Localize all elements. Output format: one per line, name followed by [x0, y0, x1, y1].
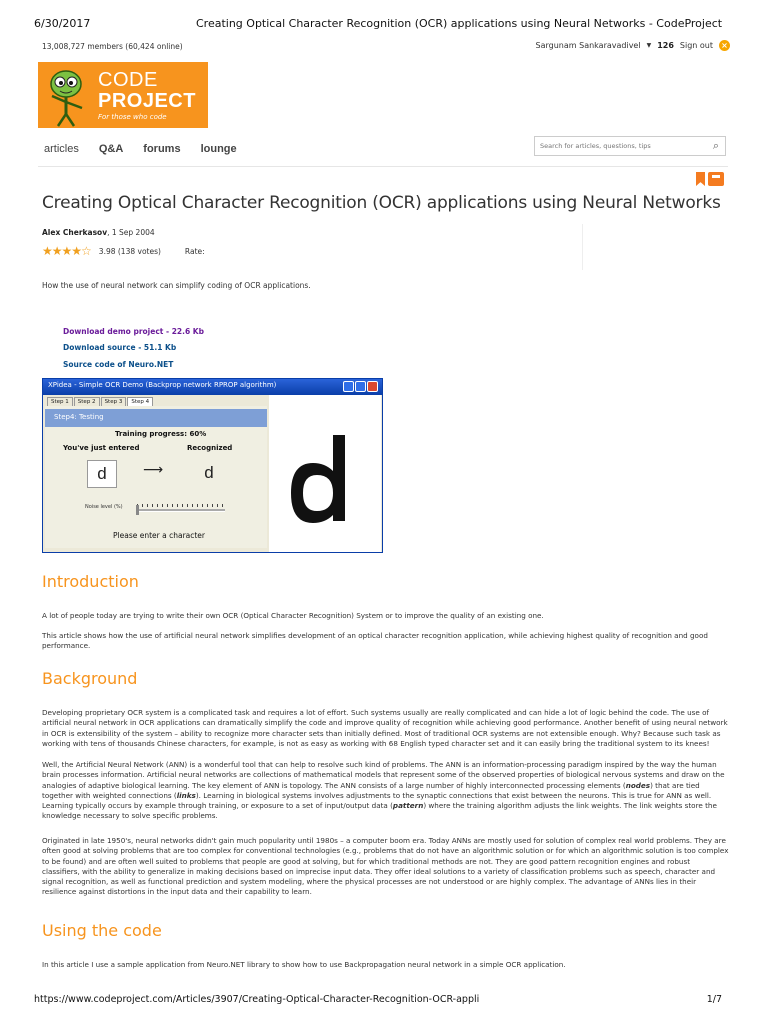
recognized-label: Recognized — [187, 444, 233, 452]
codeproject-logo[interactable] — [38, 62, 208, 128]
term-pattern: pattern — [392, 801, 424, 811]
tab-step-1: Step 1 — [47, 397, 73, 406]
print-page-number: 1/7 — [706, 994, 722, 1005]
rating-stars: ★★★★☆ — [42, 244, 91, 258]
logo-text-project: PROJECT — [98, 90, 196, 112]
term-links: links — [176, 790, 196, 800]
nav-qa[interactable]: Q&A — [98, 143, 124, 155]
minimize-icon — [343, 381, 354, 392]
arrow-right-icon: ⟶ — [143, 462, 164, 478]
input-prompt: Please enter a character — [113, 531, 206, 540]
drawing-canvas — [269, 395, 381, 552]
article-title: Creating Optical Character Recognition (OCR) applications using Neural Networks — [42, 193, 721, 213]
sign-out-link[interactable]: Sign out — [679, 41, 713, 50]
window-title: XPidea - Simple OCR Demo (Backprop network RPROP algorithm) — [48, 381, 277, 389]
step-title: Step4: Testing — [54, 413, 104, 421]
download-demo-link[interactable]: Download demo project - 22.6 Kb — [63, 327, 204, 336]
rate-label[interactable]: Rate: — [184, 246, 205, 256]
entered-label: You've just entered — [63, 444, 140, 452]
tab-step-3: Step 3 — [101, 397, 127, 406]
main-nav — [44, 143, 237, 155]
print-footer-url: https://www.codeproject.com/Articles/3907/Creating-Optical-Character-Recognition-OCR-appli — [34, 994, 480, 1005]
recognized-character: d — [204, 463, 214, 482]
bookmark-icon[interactable] — [696, 172, 705, 186]
background-paragraph-2 — [42, 760, 730, 822]
article-byline — [42, 228, 155, 237]
neuro-net-source-link[interactable]: Source code of Neuro.NET — [63, 360, 174, 369]
header-divider — [38, 166, 728, 167]
sign-out-icon[interactable]: × — [719, 40, 730, 51]
noise-label: Noise level (%) — [85, 504, 123, 510]
search-input[interactable] — [535, 141, 707, 151]
background-paragraph-1: Developing proprietary OCR system is a complicated task and requires a lot of effort. Such systems usually are really complicated and can hide a lot of logic behind the code. The use of artificial neural network in OCR applications can dramatically simplify the code and improve quality of recognition while achieving good performance. Another benefit of using neural network in OCR is extensibility of the system – ability to recognize more character sets than initially defined. Most of traditional OCR systems are not extensible enough. Why? Because such task as working with tens of thousands Chinese characters, for example, is not as easy as working with 68 English typed character set and it can easily bring the traditional system to its knees! — [42, 708, 728, 748]
download-source-link[interactable]: Download source - 51.1 Kb — [63, 343, 177, 352]
print-date: 6/30/2017 — [34, 17, 91, 30]
maximize-icon — [355, 381, 366, 392]
using-code-paragraph: In this article I use a sample application from Neuro.NET library to show how to use Backpropagation neural network in a simple OCR application. — [42, 960, 566, 969]
testing-panel — [45, 406, 267, 548]
background-paragraph-3: Originated in late 1950's, neural networks didn't gain much popularity until 1980s – a computer boom era. Today ANNs are mostly used for solution of complex real world problems. They are often good at solving problems that are too complex for conventional technologies (e.g., problems that do not have an algorithmic solution or for which an algorithmic solution is too complex to be found) and are often well suited to problems that people are good at solving, but for which traditional methods are not. They are good pattern recognition engines and robust classifiers, with the ability to generalize in making decisions based on imprecise input data. They offer ideal solutions to a variety of classification problems such as speech, character and signal recognition, as well as functional prediction and system modeling, where the physical processes are not understood or are highly complex. The advantage of ANNs lies in their resilience against distortions in the input data and their capability to learn. — [42, 836, 729, 897]
slider-ticks — [137, 504, 225, 507]
demo-screenshot — [42, 378, 383, 553]
training-progress: Training progress: 60% — [115, 430, 207, 438]
chevron-down-icon[interactable]: ▼ — [646, 42, 652, 49]
step-header — [45, 409, 267, 427]
heading-introduction: Introduction — [42, 572, 139, 591]
rating-divider — [582, 224, 583, 270]
search-box — [534, 136, 726, 156]
print-icon[interactable] — [708, 172, 724, 186]
text-span: ) where the training algorithm adjusts the link weights. The link weights store the knowledge necessary to solve specific problems. — [42, 801, 717, 821]
nav-lounge[interactable]: lounge — [200, 143, 237, 155]
member-count: 13,008,727 members (60,424 online) — [42, 42, 183, 51]
print-page-title: Creating Optical Character Recognition (OCR) applications using Neural Networks - CodeProject — [196, 17, 723, 30]
close-icon — [367, 381, 378, 392]
publish-date: , 1 Sep 2004 — [107, 228, 155, 237]
heading-background: Background — [42, 669, 138, 688]
window-tabs — [47, 397, 154, 406]
article-tools — [696, 172, 724, 186]
nav-forums[interactable]: forums — [143, 143, 181, 155]
term-nodes: nodes — [625, 780, 651, 790]
nav-articles[interactable]: articles — [44, 143, 79, 155]
text-span: Well, the Artificial Neural Network (ANN) is a wonderful tool that can help to resolve such kind of problems. The ANN is an information-processing paradigm inspired by the way the human brain processes information. Artificial neural networks are collections of mathematical models that represent some of the observed properties of biological nervous systems and draw on the analogies of adaptive biological learning. The key element of ANN is topology. The ANN consists of a large number of highly interconnected processing elements ( — [42, 760, 725, 790]
logo-text-code: CODE — [98, 69, 158, 91]
tab-step-2: Step 2 — [74, 397, 100, 406]
window-titlebar — [43, 379, 382, 395]
intro-paragraph-1: A lot of people today are trying to write their own OCR (Optical Character Recognition) System or to improve the quality of an existing one. — [42, 611, 544, 620]
slider-track — [137, 509, 225, 512]
text-span: ) that are tied together with weighted connections ( — [42, 780, 700, 800]
heading-using-the-code: Using the code — [42, 921, 162, 940]
tab-step-4: Step 4 — [127, 397, 153, 406]
article-summary: How the use of neural network can simplify coding of OCR applications. — [42, 281, 311, 290]
bob-mascot-icon — [40, 62, 96, 128]
entered-character: d — [87, 460, 117, 488]
user-bar — [536, 40, 730, 51]
reputation-points: 126 — [657, 41, 674, 50]
user-name[interactable]: Sargunam Sankaravadivel — [535, 41, 641, 50]
rating-score: 3.98 (138 votes) — [98, 246, 161, 256]
drawn-glyph-d — [269, 395, 381, 552]
search-icon[interactable]: ⌕ — [712, 139, 720, 152]
author-link[interactable]: Alex Cherkasov — [42, 228, 108, 237]
logo-tagline: For those who code — [98, 113, 167, 121]
article-rating — [42, 244, 205, 258]
noise-slider — [137, 504, 225, 514]
slider-thumb — [136, 505, 139, 515]
text-span: ). Learning in biological systems involves adjustments to the synaptic connections that exist between the neurons. This is true for ANN as well. Learning typically occurs by example through training, or exposure to a set of input/output data ( — [42, 790, 712, 811]
intro-paragraph-2: This article shows how the use of artificial neural network simplifies development of an optical character recognition application, while achieving highest quality of recognition and good performance. — [42, 631, 708, 651]
